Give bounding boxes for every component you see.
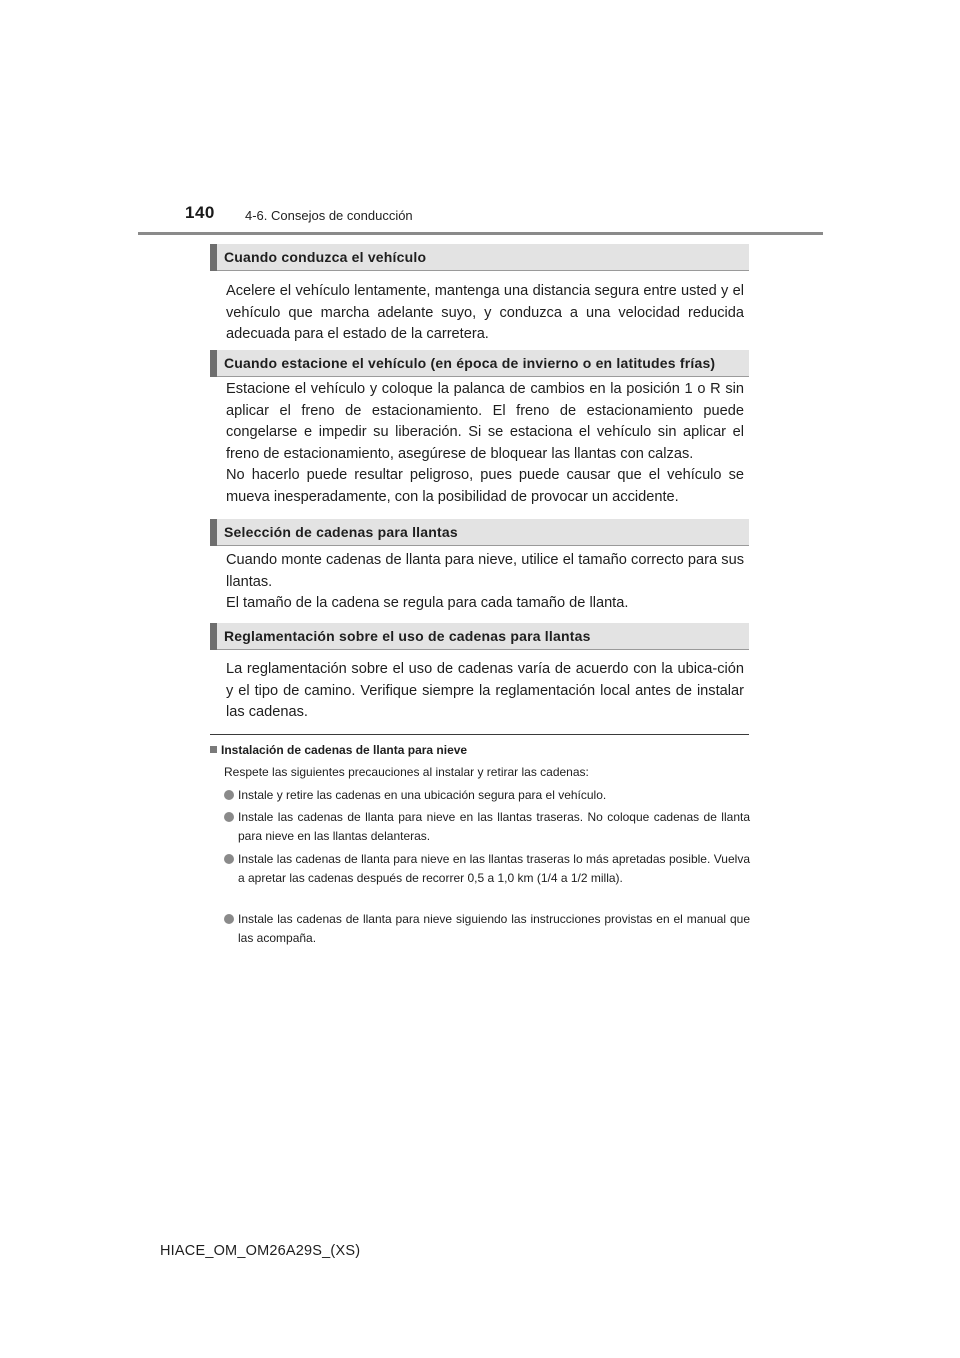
header-rule	[138, 232, 823, 235]
paragraph-chain-selection-1: Cuando monte cadenas de llanta para nieve, utilice el tamaño correcto para sus llantas.	[226, 552, 744, 590]
section-heading-driving	[210, 244, 749, 271]
document-code: HIACE_OM_OM26A29S_(XS)	[160, 1243, 361, 1259]
note-intro: Respete las siguientes precauciones al instalar y retirar las cadenas:	[224, 765, 589, 779]
circle-bullet-icon	[224, 812, 234, 822]
page-number: 140	[185, 203, 215, 222]
paragraph-chain-selection-2: El tamaño de la cadena se regula para cada tamaño de llanta.	[226, 595, 629, 612]
paragraph-parking-2: No hacerlo puede resultar peligroso, pues puede causar que el vehículo se mueva inesperadamente, con la posibilidad de provocar un accidente.	[226, 467, 744, 505]
list-item	[224, 808, 750, 846]
paragraph-parking	[226, 379, 744, 509]
note-heading	[210, 743, 467, 757]
section-heading-chain-regulation	[210, 623, 749, 650]
section-heading-label: Selección de cadenas para llantas	[224, 524, 458, 540]
section-heading-label: Reglamentación sobre el uso de cadenas para llantas	[224, 628, 591, 644]
paragraph-parking-1: Estacione el vehículo y coloque la palanca de cambios en la posición 1 o R sin aplicar el freno de estacionamiento. El freno de estacionamiento puede congelarse e impedir su liberación. Si se estaciona el vehículo sin aplicar el freno de estacionamiento, asegúrese de bloquear las llantas con calzas.	[226, 381, 744, 462]
circle-bullet-icon	[224, 854, 234, 864]
list-item-text: Instale y retire las cadenas en una ubicación segura para el vehículo.	[238, 788, 607, 802]
list-item	[224, 850, 750, 888]
note-divider	[210, 734, 749, 735]
section-heading-label: Cuando estacione el vehículo (en época de invierno o en latitudes frías)	[224, 355, 716, 371]
paragraph-chain-regulation: La reglamentación sobre el uso de cadenas varía de acuerdo con la ubica-ción y el tipo de camino. Verifique siempre la reglamentación local antes de instalar las cadenas.	[226, 661, 744, 721]
list-item-text: Instale las cadenas de llanta para nieve siguiendo las instrucciones provistas en el manual que las acompaña.	[238, 912, 750, 945]
note-heading-label: Instalación de cadenas de llanta para nieve	[221, 743, 468, 757]
paragraph-driving: Acelere el vehículo lentamente, mantenga una distancia segura entre usted y el vehículo que marcha adelante suyo, y conduzca a una velocidad reducida adecuada para el estado de la carretera.	[226, 283, 744, 343]
list-item-text: Instale las cadenas de llanta para nieve en las llantas traseras lo más apretadas posible. Vuelva a apretar las cadenas después de recorrer 0,5 a 1,0 km (1/4 a 1/2 milla).	[238, 852, 750, 885]
section-heading-label: Cuando conduzca el vehículo	[224, 249, 427, 265]
circle-bullet-icon	[224, 914, 234, 924]
paragraph-chain-selection	[226, 550, 744, 615]
list-item-text: Instale las cadenas de llanta para nieve en las llantas traseras. No coloque cadenas de llanta para nieve en las llantas delanteras.	[238, 810, 750, 843]
list-item	[224, 786, 750, 805]
section-heading-parking	[210, 350, 749, 377]
circle-bullet-icon	[224, 790, 234, 800]
section-title: 4-6. Consejos de conducción	[245, 208, 413, 223]
section-heading-chain-selection	[210, 519, 749, 546]
list-item	[224, 910, 750, 948]
square-bullet-icon	[210, 746, 217, 753]
